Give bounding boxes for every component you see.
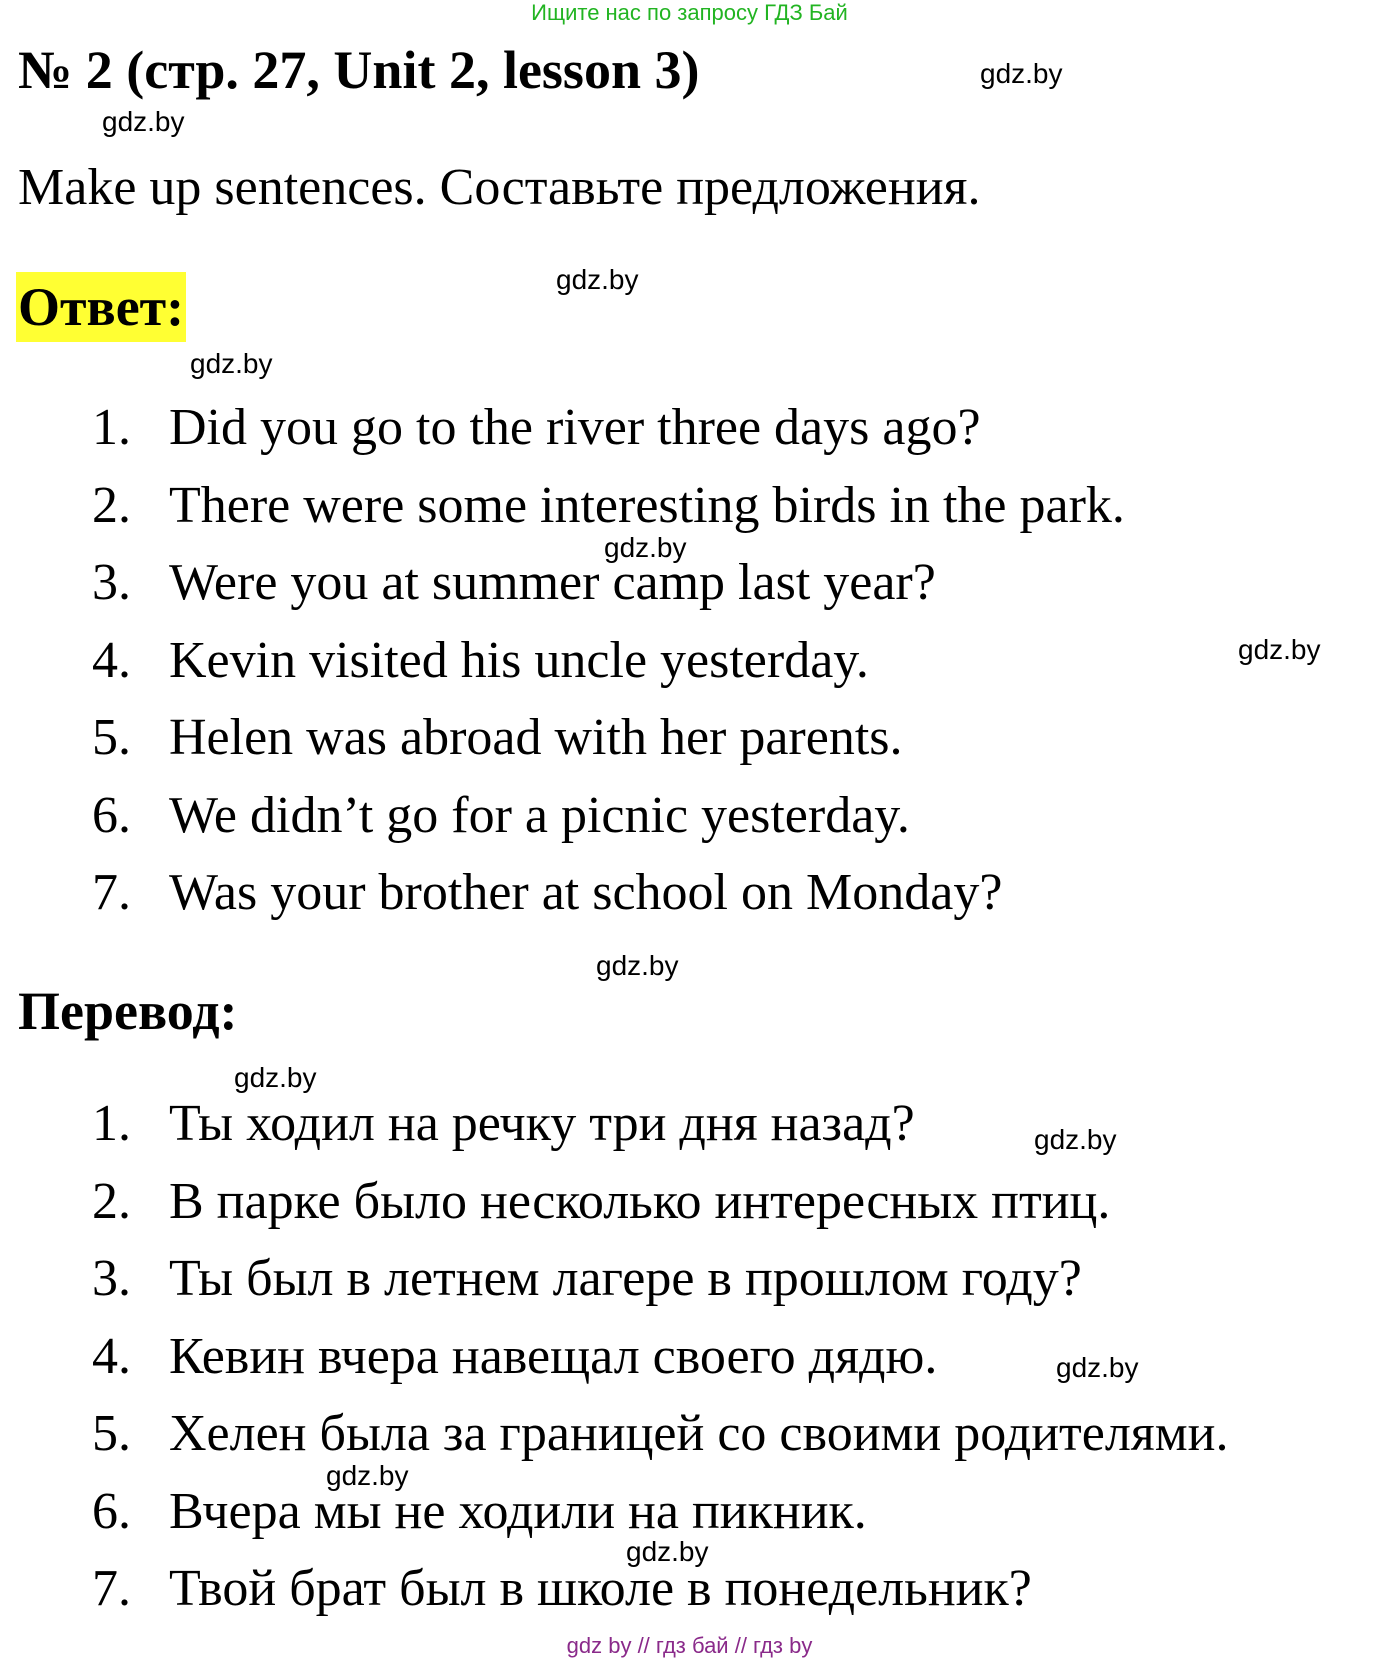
translation-heading: Перевод: <box>18 981 238 1041</box>
item-number: 7. <box>92 1560 131 1617</box>
watermark: gdz.by <box>1034 1124 1117 1155</box>
item-text: Was your brother at school on Monday? <box>169 864 1003 921</box>
item-text: Кевин вчера навещал своего дядю. <box>169 1327 938 1385</box>
item-number: 1. <box>92 1095 131 1152</box>
watermark: gdz.by <box>1056 1352 1139 1383</box>
list-item <box>92 1557 1228 1635</box>
page-title: № 2 (стр. 27, Unit 2, lesson 3) <box>18 40 700 100</box>
item-text: Were you at summer camp last year? <box>169 554 936 611</box>
list-item <box>92 396 1125 474</box>
watermark: gdz.by <box>102 106 185 137</box>
watermark: gdz.by <box>626 1536 709 1567</box>
item-number: 6. <box>92 1482 131 1540</box>
list-item <box>92 1402 1228 1480</box>
item-text: Kevin visited his uncle yesterday. <box>169 631 869 689</box>
item-text: Helen was abroad with her parents. <box>169 709 903 766</box>
item-text: Хелен была за границей со своими родителями. <box>169 1405 1229 1462</box>
watermark: gdz.by <box>326 1460 409 1491</box>
item-text: There were some interesting birds in the park. <box>169 476 1125 534</box>
list-item <box>92 1247 1228 1325</box>
watermark: gdz.by <box>596 950 679 981</box>
item-number: 3. <box>92 1250 131 1307</box>
list-item <box>92 784 1125 862</box>
list-item <box>92 629 1125 707</box>
item-text: Вчера мы не ходили на пикник. <box>169 1482 867 1540</box>
item-number: 4. <box>92 631 131 689</box>
list-item <box>92 706 1125 784</box>
list-item <box>92 861 1125 939</box>
task-instruction: Make up sentences. Составьте предложения. <box>18 159 981 216</box>
item-number: 3. <box>92 554 131 611</box>
item-number: 4. <box>92 1327 131 1385</box>
watermark: gdz.by <box>190 348 273 379</box>
footer-links: gdz by // гдз бай // гдз by <box>566 1633 813 1658</box>
watermark: gdz.by <box>604 532 687 563</box>
item-number: 2. <box>92 476 131 534</box>
item-text: В парке было несколько интересных птиц. <box>169 1172 1111 1230</box>
item-number: 2. <box>92 1172 131 1230</box>
watermark: gdz.by <box>556 264 639 295</box>
item-text: We didn’t go for a picnic yesterday. <box>169 786 910 844</box>
item-text: Ты ходил на речку три дня назад? <box>169 1095 915 1152</box>
list-item <box>92 1170 1228 1248</box>
item-number: 6. <box>92 786 131 844</box>
item-text: Твой брат был в школе в понедельник? <box>169 1560 1032 1617</box>
watermark: gdz.by <box>234 1062 317 1093</box>
item-number: 7. <box>92 864 131 921</box>
item-text: Ты был в летнем лагере в прошлом году? <box>169 1250 1082 1307</box>
item-text: Did you go to the river three days ago? <box>169 399 981 456</box>
answers-list <box>92 396 1125 939</box>
search-hint-banner: Ищите нас по запросу ГДЗ Бай <box>531 0 848 25</box>
item-number: 5. <box>92 1405 131 1462</box>
item-number: 1. <box>92 399 131 456</box>
watermark: gdz.by <box>980 58 1063 89</box>
item-number: 5. <box>92 709 131 766</box>
watermark: gdz.by <box>1238 634 1321 665</box>
answer-heading: Ответ: <box>16 272 186 342</box>
